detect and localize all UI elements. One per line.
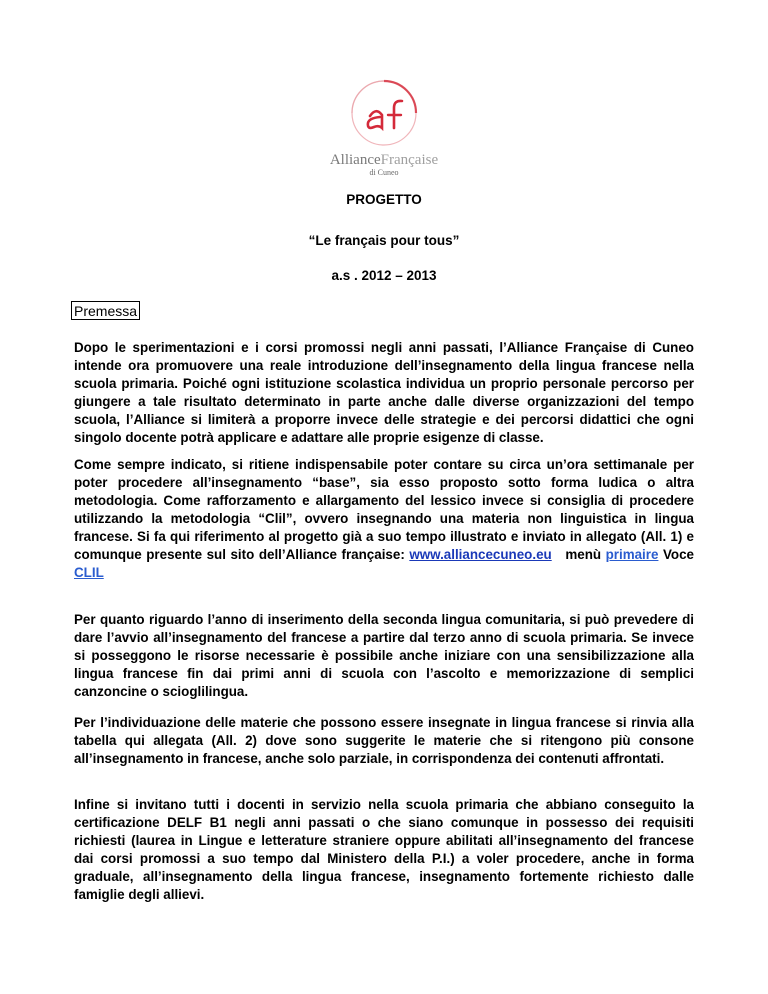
logo-word-alliance: Alliance <box>329 152 381 168</box>
section-heading-premessa: Premessa <box>71 301 140 320</box>
paragraph-weekly-hour <box>74 456 694 582</box>
school-year: a.s . 2012 – 2013 <box>331 268 437 283</box>
voce-label: Voce <box>658 547 694 562</box>
project-name: “Le français pour tous” <box>308 233 460 248</box>
link-alliancecuneo-site[interactable]: www.alliancecuneo.eu <box>409 547 552 562</box>
paragraph-intro: Dopo le sperimentazioni e i corsi promossi negli anni passati, l’Alliance Française di Cuneo intende ora promuovere una reale introduzione dell’insegnamento della lingua francese nella scuola primaria. Poiché ogni istituzione scolastica individua un proprio personale percorso per giungere a tale risultato determinato in parte anche dalle diverse organizzazioni del tempo scuola, l’Alliance si limiterà a proporre invece delle strategie e dei percorsi didattici che ogni singolo docente potrà applicare e adattare alle proprie esigenze di classe. <box>74 340 694 445</box>
document-title: PROGETTO <box>346 192 422 207</box>
logo-subtitle: di Cuneo <box>369 168 399 177</box>
alliance-francaise-logo <box>296 76 472 176</box>
paragraph-weekly-hour-text: Come sempre indicato, si ritiene indispensabile poter contare su circa un’ora settimanale per poter procedere all’insegnamento “base”, sia esso proposto sotto forma ludica o altra metodologia. Come rafforzamento e allargamento del lessico invece si consiglia di procedere utilizzando la metodologia “Clil”, ovvero insegnando una materia non linguistica in lingua francese. Si fa qui riferimento al progetto già a suo tempo illustrato e inviato in allegato (All. 1) e comunque presente sul sito dell’Alliance française: <box>74 457 694 562</box>
paragraph-teachers-invitation: Infine si invitano tutti i docenti in servizio nella scuola primaria che abbiano conseguito la certificazione DELF B1 negli anni passati o che siano comunque in possesso dei requisiti richiesti (laurea in Lingue e letterature straniere oppure abilitati all’insegnamento del francese dai corsi promossi a suo tempo dal Ministero della P.I.) a voler procedere, anche in forma graduale, all’insegnamento della lingua francese, insegnamento fortemente richiesto dalle famiglie degli allievi. <box>74 797 694 902</box>
logo-wordmark <box>296 152 472 169</box>
link-primaire[interactable]: primaire <box>605 547 659 562</box>
link-clil[interactable]: CLIL <box>74 565 104 580</box>
logo-word-francaise: Française <box>380 152 439 168</box>
af-emblem-icon <box>349 76 419 150</box>
paragraph-subjects: Per l’individuazione delle materie che possono essere insegnate in lingua francese si rinvia alla tabella qui allegata (All. 2) dove sono suggerite le materie che si ritengono più consone all’insegnamento in francese, anche solo parziale, in corrispondenza dei contenuti affrontati. <box>74 715 694 766</box>
paragraph-start-year: Per quanto riguardo l’anno di inserimento della seconda lingua comunitaria, si può prevedere di dare l’avvio all’insegnamento del francese a partire dal terzo anno di scuola primaria. Se invece si posseggono le risorse necessarie è possibile anche iniziare con una sensibilizzazione alla lingua francese fin dai primi anni di scuola con l’ascolto e memorizzazione di semplici canzoncine o scioglilingua. <box>74 612 694 699</box>
menu-label: menù <box>551 547 606 562</box>
